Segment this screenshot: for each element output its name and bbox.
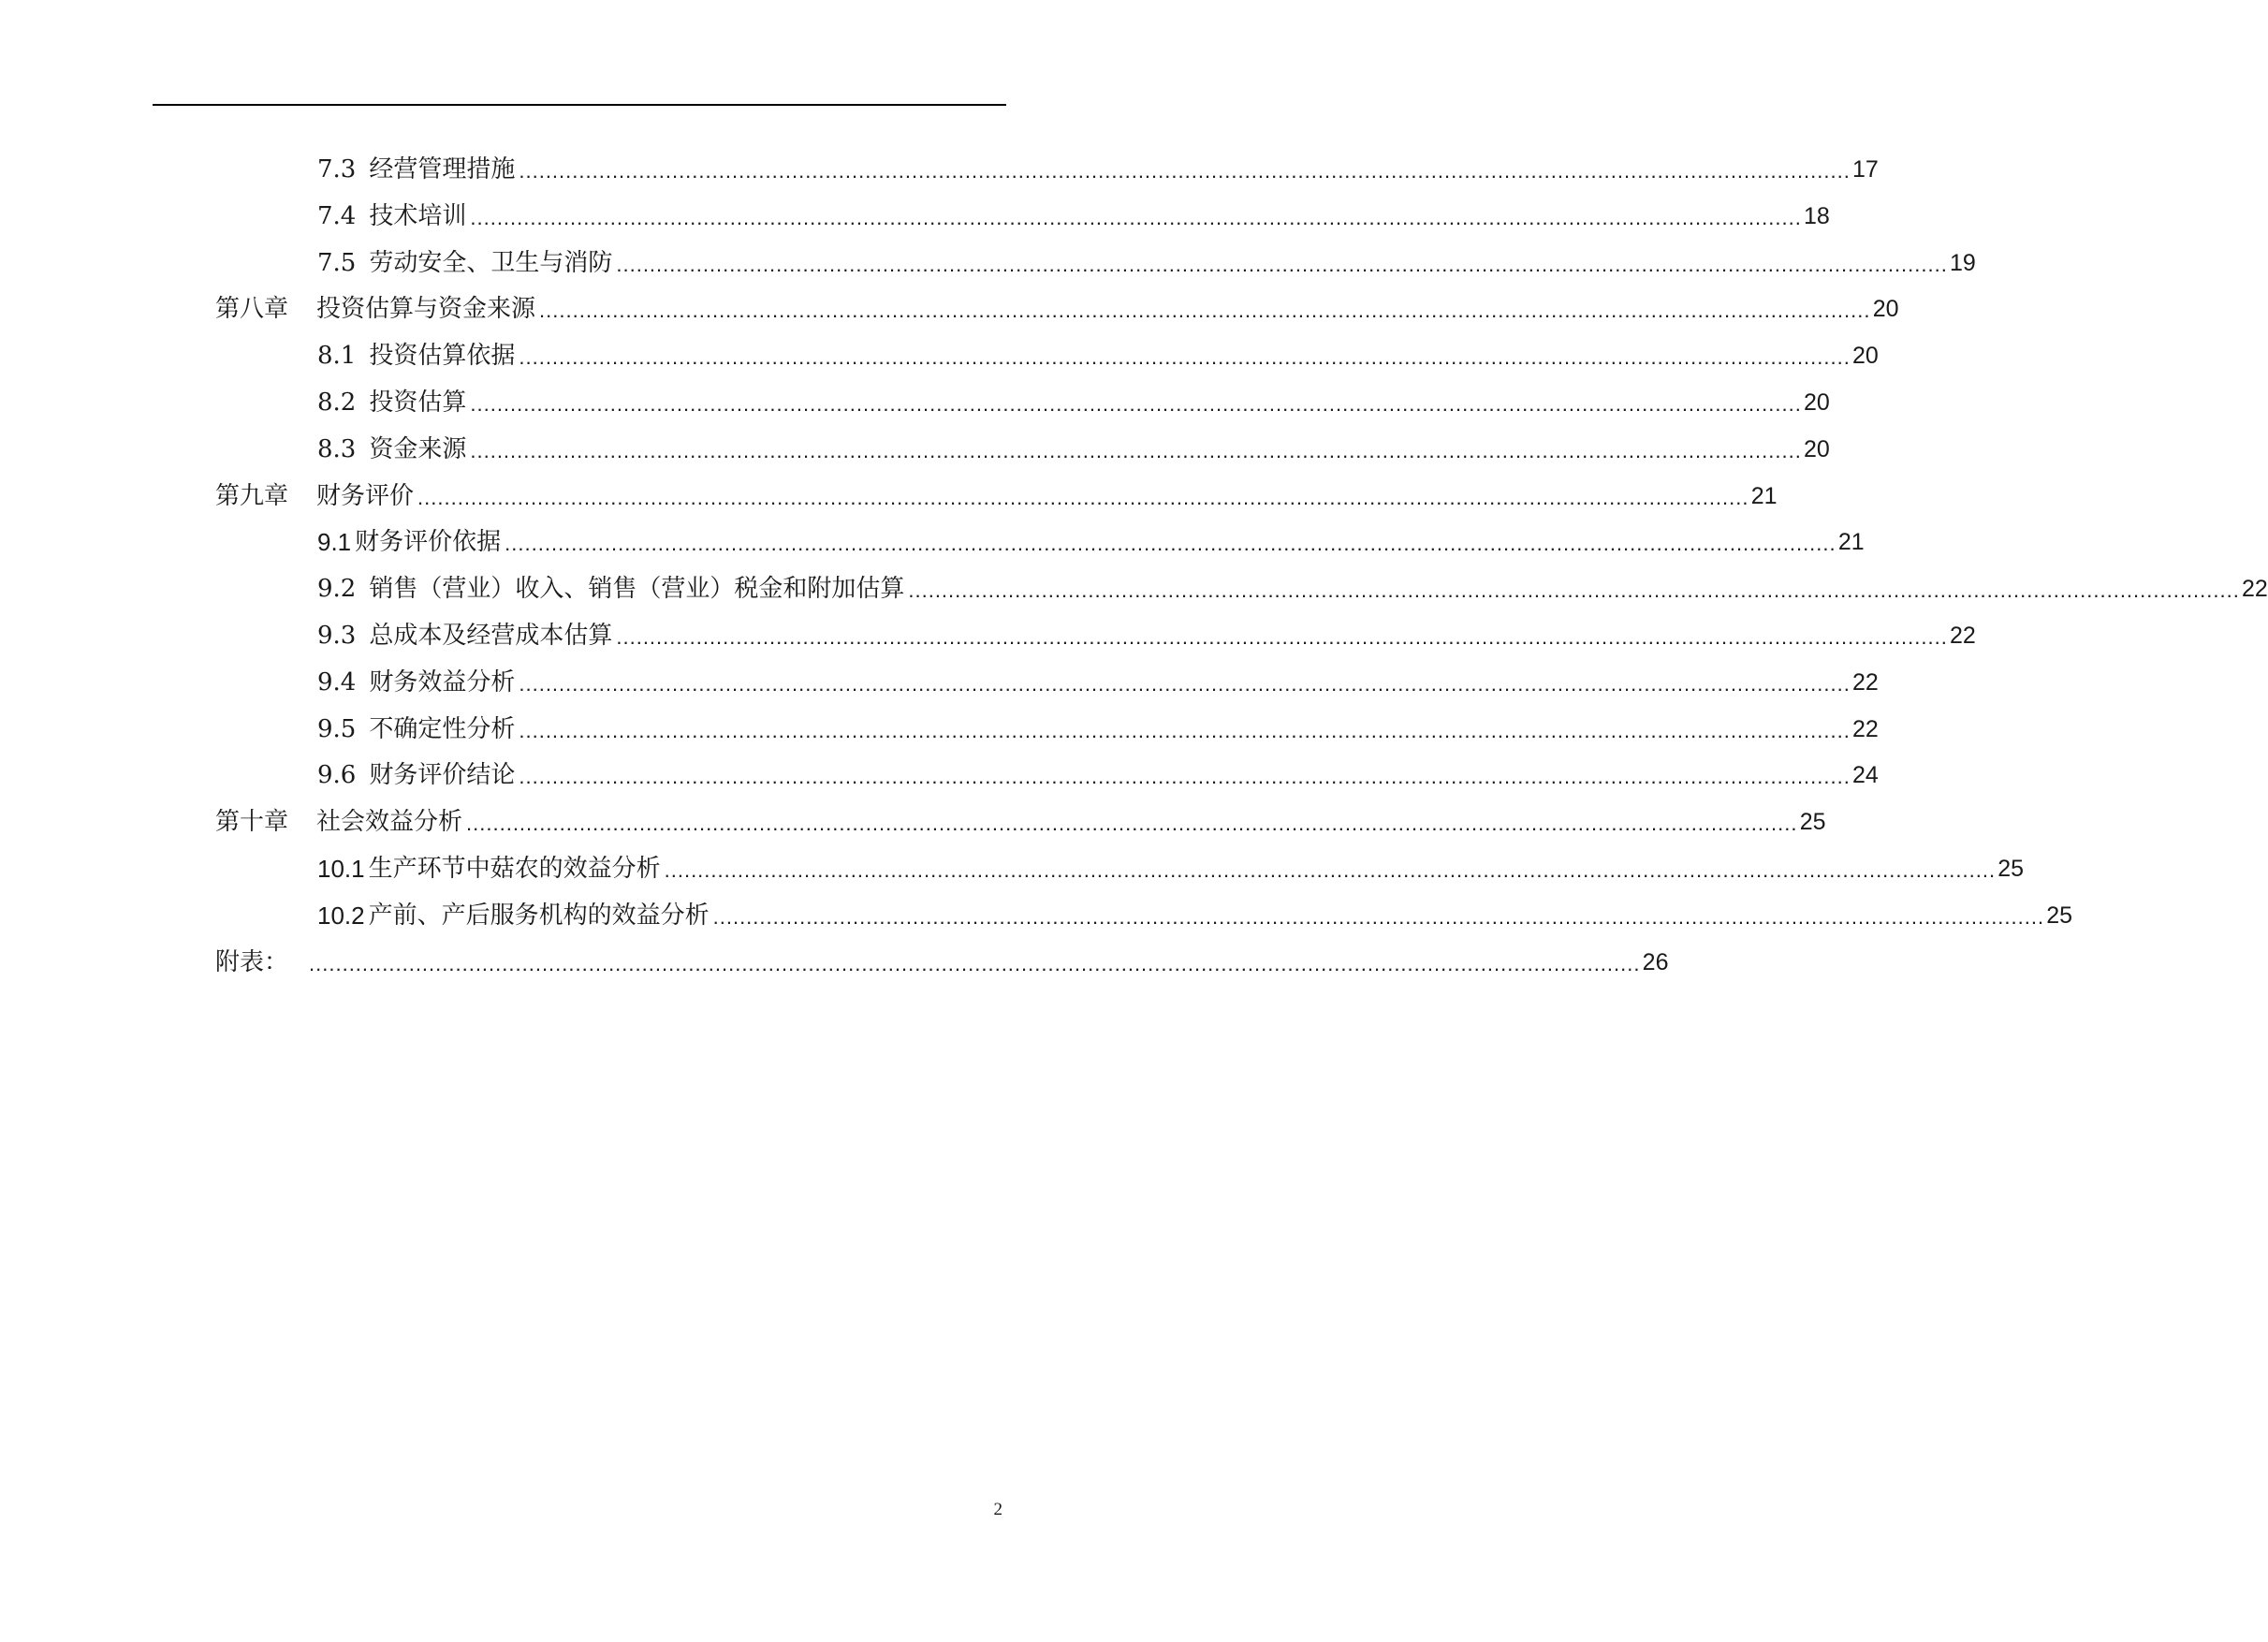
toc-entry[interactable] (317, 335, 1879, 376)
toc-entry-leader: ........................................................................................................................................................................................................ (470, 392, 1802, 416)
toc-entry-leader: ........................................................................................................................................................................................................ (616, 625, 1948, 649)
toc-entry-leader: ........................................................................................................................................................................................................ (505, 532, 1836, 555)
toc-entry-title: 销售（营业）收入、销售（营业）税金和附加估算 (369, 575, 905, 603)
toc-entry[interactable] (215, 942, 1669, 983)
toc-entry[interactable] (317, 382, 1830, 423)
toc-entry-title: 劳动安全、卫生与消防 (369, 249, 613, 277)
toc-entry-title: 资金来源 (369, 435, 467, 463)
toc-entry-page: 20 (1852, 343, 1879, 369)
toc-entry[interactable] (317, 521, 1865, 563)
toc-entry-number: 9.3 (317, 622, 357, 650)
toc-entry-leader: ........................................................................................................................................................................................................ (470, 206, 1802, 229)
toc-entry-number: 9.6 (317, 761, 357, 789)
toc-entry-number: 第八章 (215, 295, 289, 323)
toc-entry[interactable] (317, 429, 1830, 470)
toc-entry-title: 总成本及经营成本估算 (369, 622, 613, 650)
toc-entry-number: 7.3 (317, 155, 357, 183)
toc-entry-number: 8.3 (317, 435, 357, 463)
toc-entry-title: 财务评价结论 (369, 761, 516, 789)
toc-entry[interactable] (317, 568, 2268, 609)
toc-entry-number: 9.1 (317, 528, 352, 556)
toc-entry-title: 财务效益分析 (369, 668, 516, 696)
toc-entry-number: 第十章 (215, 808, 289, 836)
toc-entry-leader: ........................................................................................................................................................................................................ (519, 159, 1851, 183)
toc-entry-title: 生产环节中菇农的效益分析 (368, 855, 661, 883)
toc-entry-page: 22 (2242, 576, 2268, 602)
toc-entry-page: 25 (1997, 856, 2025, 882)
toc-entry-number: 10.2 (317, 902, 365, 930)
toc-entry-page: 20 (1872, 296, 1899, 322)
toc-entry-number: 8.1 (317, 342, 357, 370)
toc-entry-leader: ........................................................................................................................................................................................................ (664, 858, 1997, 882)
toc-entry-number: 第九章 (215, 482, 289, 510)
toc-entry[interactable] (317, 615, 1976, 656)
toc-entry-leader: ........................................................................................................................................................................................................ (519, 719, 1851, 742)
toc-entry-page: 20 (1804, 389, 1830, 416)
footer-page-number: 2 (993, 1500, 1002, 1519)
toc-entry-leader: ........................................................................................................................................................................................................ (470, 439, 1802, 462)
toc-entry[interactable] (215, 288, 1899, 330)
toc-entry-title: 技术培训 (369, 202, 467, 230)
toc-entry-leader: ........................................................................................................................................................................................................ (417, 486, 1749, 509)
toc-entry-title: 经营管理措施 (369, 155, 516, 183)
toc-entry[interactable] (317, 242, 1976, 284)
toc-entry-title: 投资估算与资金来源 (316, 295, 536, 323)
toc-entry-title: 不确定性分析 (369, 715, 516, 743)
toc-entry-number: 9.5 (317, 715, 357, 743)
toc-entry-title: 产前、产后服务机构的效益分析 (368, 902, 710, 930)
toc-entry-leader: ........................................................................................................................................................................................................ (466, 812, 1798, 835)
toc-entry-number: 9.4 (317, 668, 357, 696)
toc-entry-leader: ........................................................................................................................................................................................................ (519, 672, 1851, 696)
toc-entry-leader: ........................................................................................................................................................................................................ (908, 579, 2240, 602)
toc-entry-leader: ........................................................................................................................................................................................................ (519, 345, 1851, 369)
toc-entry[interactable] (215, 476, 1778, 517)
toc-entry-title: 投资估算依据 (369, 342, 516, 370)
header-rule (153, 104, 1006, 106)
toc-entry-page: 24 (1852, 762, 1879, 788)
toc-entry-leader: ........................................................................................................................................................................................................ (309, 952, 1641, 975)
toc-entry-page: 25 (1799, 809, 1826, 835)
toc-entry-leader: ........................................................................................................................................................................................................ (519, 765, 1851, 788)
toc-entry-page: 20 (1804, 436, 1830, 462)
toc-entry[interactable] (317, 709, 1879, 750)
toc-entry-page: 22 (1950, 623, 1976, 649)
toc-entry-title: 财务评价 (316, 482, 415, 510)
toc-entry-page: 26 (1642, 949, 1669, 975)
toc-entry-number: 9.2 (317, 575, 357, 603)
toc-entry-page: 21 (1837, 529, 1865, 555)
toc-entry[interactable] (317, 755, 1879, 796)
toc-entry-leader: ........................................................................................................................................................................................................ (539, 299, 1871, 322)
toc-entry-number: 7.4 (317, 202, 357, 230)
toc-entry[interactable] (317, 149, 1879, 190)
toc-entry[interactable] (317, 662, 1879, 703)
toc-entry[interactable] (215, 801, 1826, 843)
toc-entry-number: 10.1 (317, 855, 365, 883)
toc-entry-page: 21 (1750, 483, 1778, 509)
toc-entry-page: 18 (1804, 203, 1830, 229)
toc-entry-title: 财务评价依据 (355, 528, 502, 556)
toc-entry-number: 8.2 (317, 389, 357, 417)
toc-entry[interactable] (317, 895, 2073, 936)
toc-entry[interactable] (317, 196, 1830, 237)
toc-entry-leader: ........................................................................................................................................................................................................ (712, 905, 2045, 929)
toc-entry-number: 附表： (215, 948, 289, 976)
toc-entry-page: 22 (1852, 669, 1879, 696)
toc-entry-leader: ........................................................................................................................................................................................................ (616, 253, 1948, 276)
toc-entry[interactable] (317, 848, 2025, 889)
toc-entry-number: 7.5 (317, 249, 357, 277)
toc-entry-page: 17 (1852, 156, 1879, 183)
toc-entry-page: 25 (2046, 902, 2073, 929)
toc-entry-page: 22 (1852, 716, 1879, 742)
toc-entry-title: 投资估算 (369, 389, 467, 417)
toc-entry-page: 19 (1950, 250, 1976, 276)
toc-entry-title: 社会效益分析 (316, 808, 463, 836)
